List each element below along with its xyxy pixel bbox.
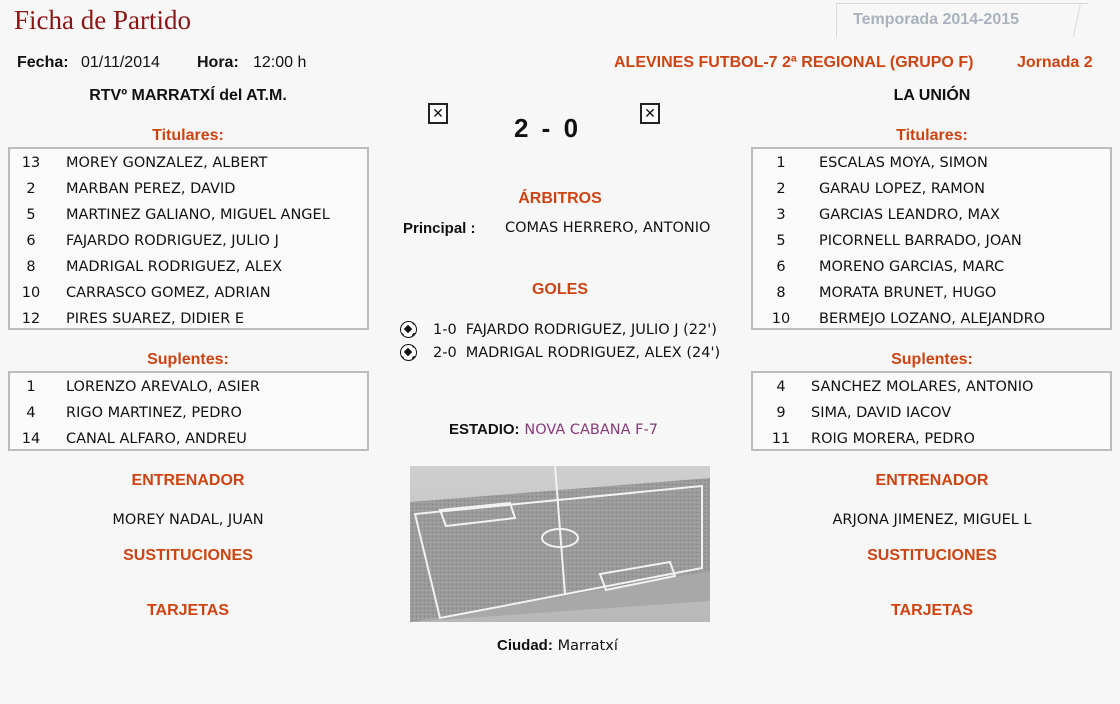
player-name: MORENO GARCIAS, MARC xyxy=(819,259,1005,275)
player-row[interactable] xyxy=(10,254,367,280)
player-number: 8 xyxy=(776,285,786,301)
player-name: MOREY GONZALEZ, ALBERT xyxy=(66,155,268,171)
stadium-name[interactable]: NOVA CABANA F-7 xyxy=(524,422,658,438)
home-suplentes-list xyxy=(8,371,369,451)
player-name: GARCIAS LEANDRO, MAX xyxy=(819,207,1000,223)
player-number: 10 xyxy=(771,311,791,327)
player-name: MADRIGAL RODRIGUEZ, ALEX xyxy=(66,259,283,275)
player-row[interactable] xyxy=(10,202,367,228)
player-number: 10 xyxy=(21,285,41,301)
player-row[interactable] xyxy=(10,176,367,202)
player-row[interactable] xyxy=(10,306,367,332)
estadio-label: ESTADIO: xyxy=(449,421,520,438)
player-row[interactable] xyxy=(753,426,1110,452)
away-sustituciones-label: SUSTITUCIONES xyxy=(867,547,997,564)
principal-referee: COMAS HERRERO, ANTONIO xyxy=(505,220,711,236)
stadium-field-image xyxy=(410,466,710,622)
player-number: 3 xyxy=(776,207,786,223)
soccer-ball-icon xyxy=(400,344,417,361)
player-row[interactable] xyxy=(753,306,1110,332)
player-name: PIRES SUAREZ, DIDIER E xyxy=(66,311,245,327)
goles-label: GOLES xyxy=(531,281,588,298)
player-number: 5 xyxy=(26,207,36,223)
competition-name: ALEVINES FUTBOL-7 2ª REGIONAL (GRUPO F) xyxy=(614,54,974,71)
player-name: GARAU LOPEZ, RAMON xyxy=(819,181,985,197)
player-number: 11 xyxy=(771,431,791,447)
player-number: 4 xyxy=(26,405,36,421)
player-number: 2 xyxy=(776,181,786,197)
player-name: MARBAN PEREZ, DAVID xyxy=(66,181,236,197)
player-number: 4 xyxy=(776,379,786,395)
home-crest-broken-image-icon: ✕ xyxy=(428,103,448,124)
player-row[interactable] xyxy=(753,228,1110,254)
player-number: 1 xyxy=(26,379,36,395)
player-row[interactable] xyxy=(10,280,367,306)
page-title: Ficha de Partido xyxy=(14,5,191,35)
home-entrenador: MOREY NADAL, JUAN xyxy=(112,512,264,528)
player-name: CARRASCO GOMEZ, ADRIAN xyxy=(66,285,271,301)
goal-row xyxy=(400,341,720,364)
home-team-name: RTVº MARRATXÍ del AT.M. xyxy=(89,87,287,104)
fecha-value: 01/11/2014 xyxy=(81,54,160,71)
field-drawing xyxy=(410,466,710,622)
player-number: 1 xyxy=(776,155,786,171)
away-team-name: LA UNIÓN xyxy=(893,87,971,104)
player-number: 13 xyxy=(21,155,41,171)
player-name: MORATA BRUNET, HUGO xyxy=(819,285,997,301)
player-number: 6 xyxy=(776,259,786,275)
home-suplentes-label: Suplentes: xyxy=(147,351,229,368)
player-name: ESCALAS MOYA, SIMON xyxy=(819,155,988,171)
soccer-ball-icon xyxy=(400,321,417,338)
stadium-line xyxy=(449,420,658,438)
player-number: 5 xyxy=(776,233,786,249)
away-suplentes-label: Suplentes: xyxy=(891,351,973,368)
player-name: FAJARDO RODRIGUEZ, JULIO J xyxy=(66,233,279,249)
away-titulares-list xyxy=(751,147,1112,330)
player-row[interactable] xyxy=(753,400,1110,426)
player-number: 8 xyxy=(26,259,36,275)
player-row[interactable] xyxy=(10,228,367,254)
goal-row xyxy=(400,318,720,341)
player-row[interactable] xyxy=(753,374,1110,400)
city-name: Marratxí xyxy=(557,638,618,654)
season-label[interactable]: Temporada 2014-2015 xyxy=(853,11,1020,28)
player-name: MARTINEZ GALIANO, MIGUEL ANGEL xyxy=(66,207,330,223)
player-number: 2 xyxy=(26,181,36,197)
player-row[interactable] xyxy=(753,202,1110,228)
away-crest-broken-image-icon: ✕ xyxy=(640,103,660,124)
jornada: Jornada 2 xyxy=(1017,54,1093,71)
player-row[interactable] xyxy=(10,150,367,176)
player-name: RIGO MARTINEZ, PEDRO xyxy=(66,405,242,421)
player-row[interactable] xyxy=(753,280,1110,306)
away-suplentes-list xyxy=(751,371,1112,451)
home-entrenador-label: ENTRENADOR xyxy=(131,472,245,489)
hora-label: Hora: xyxy=(197,54,239,71)
away-titulares-label: Titulares: xyxy=(896,127,968,144)
player-row[interactable] xyxy=(753,254,1110,280)
home-titulares-label: Titulares: xyxy=(152,127,224,144)
fecha-label: Fecha: xyxy=(17,54,69,71)
player-row[interactable] xyxy=(753,176,1110,202)
player-row[interactable] xyxy=(10,374,367,400)
arbitros-label: ÁRBITROS xyxy=(518,190,602,207)
home-tarjetas-label: TARJETAS xyxy=(146,602,230,619)
goal-player: MADRIGAL RODRIGUEZ, ALEX (24') xyxy=(465,344,721,361)
away-tarjetas-label: TARJETAS xyxy=(890,602,974,619)
player-name: SANCHEZ MOLARES, ANTONIO xyxy=(811,379,1034,395)
player-name: BERMEJO LOZANO, ALEJANDRO xyxy=(819,311,1046,327)
home-sustituciones-label: SUSTITUCIONES xyxy=(123,547,253,564)
away-entrenador: ARJONA JIMENEZ, MIGUEL L xyxy=(832,512,1032,528)
player-row[interactable] xyxy=(10,426,367,452)
player-row[interactable] xyxy=(10,400,367,426)
player-number: 9 xyxy=(776,405,786,421)
goals-list xyxy=(400,318,720,364)
score: 2 - 0 xyxy=(514,113,582,143)
goal-player: FAJARDO RODRIGUEZ, JULIO J (22') xyxy=(465,321,717,338)
player-name: CANAL ALFARO, ANDREU xyxy=(66,431,247,447)
player-number: 6 xyxy=(26,233,36,249)
player-row[interactable] xyxy=(753,150,1110,176)
hora-value: 12:00 h xyxy=(253,54,307,71)
home-titulares-list xyxy=(8,147,369,330)
player-name: SIMA, DAVID IACOV xyxy=(811,405,952,421)
city-line xyxy=(497,636,618,654)
player-name: PICORNELL BARRADO, JOAN xyxy=(819,233,1022,249)
away-entrenador-label: ENTRENADOR xyxy=(875,472,989,489)
goal-score: 1-0 xyxy=(433,321,457,338)
ciudad-label: Ciudad: xyxy=(497,637,553,654)
player-name: ROIG MORERA, PEDRO xyxy=(811,431,975,447)
goal-score: 2-0 xyxy=(433,344,457,361)
player-number: 12 xyxy=(21,311,41,327)
player-name: LORENZO AREVALO, ASIER xyxy=(66,379,260,395)
player-number: 14 xyxy=(21,431,41,447)
principal-label: Principal : xyxy=(403,220,476,237)
